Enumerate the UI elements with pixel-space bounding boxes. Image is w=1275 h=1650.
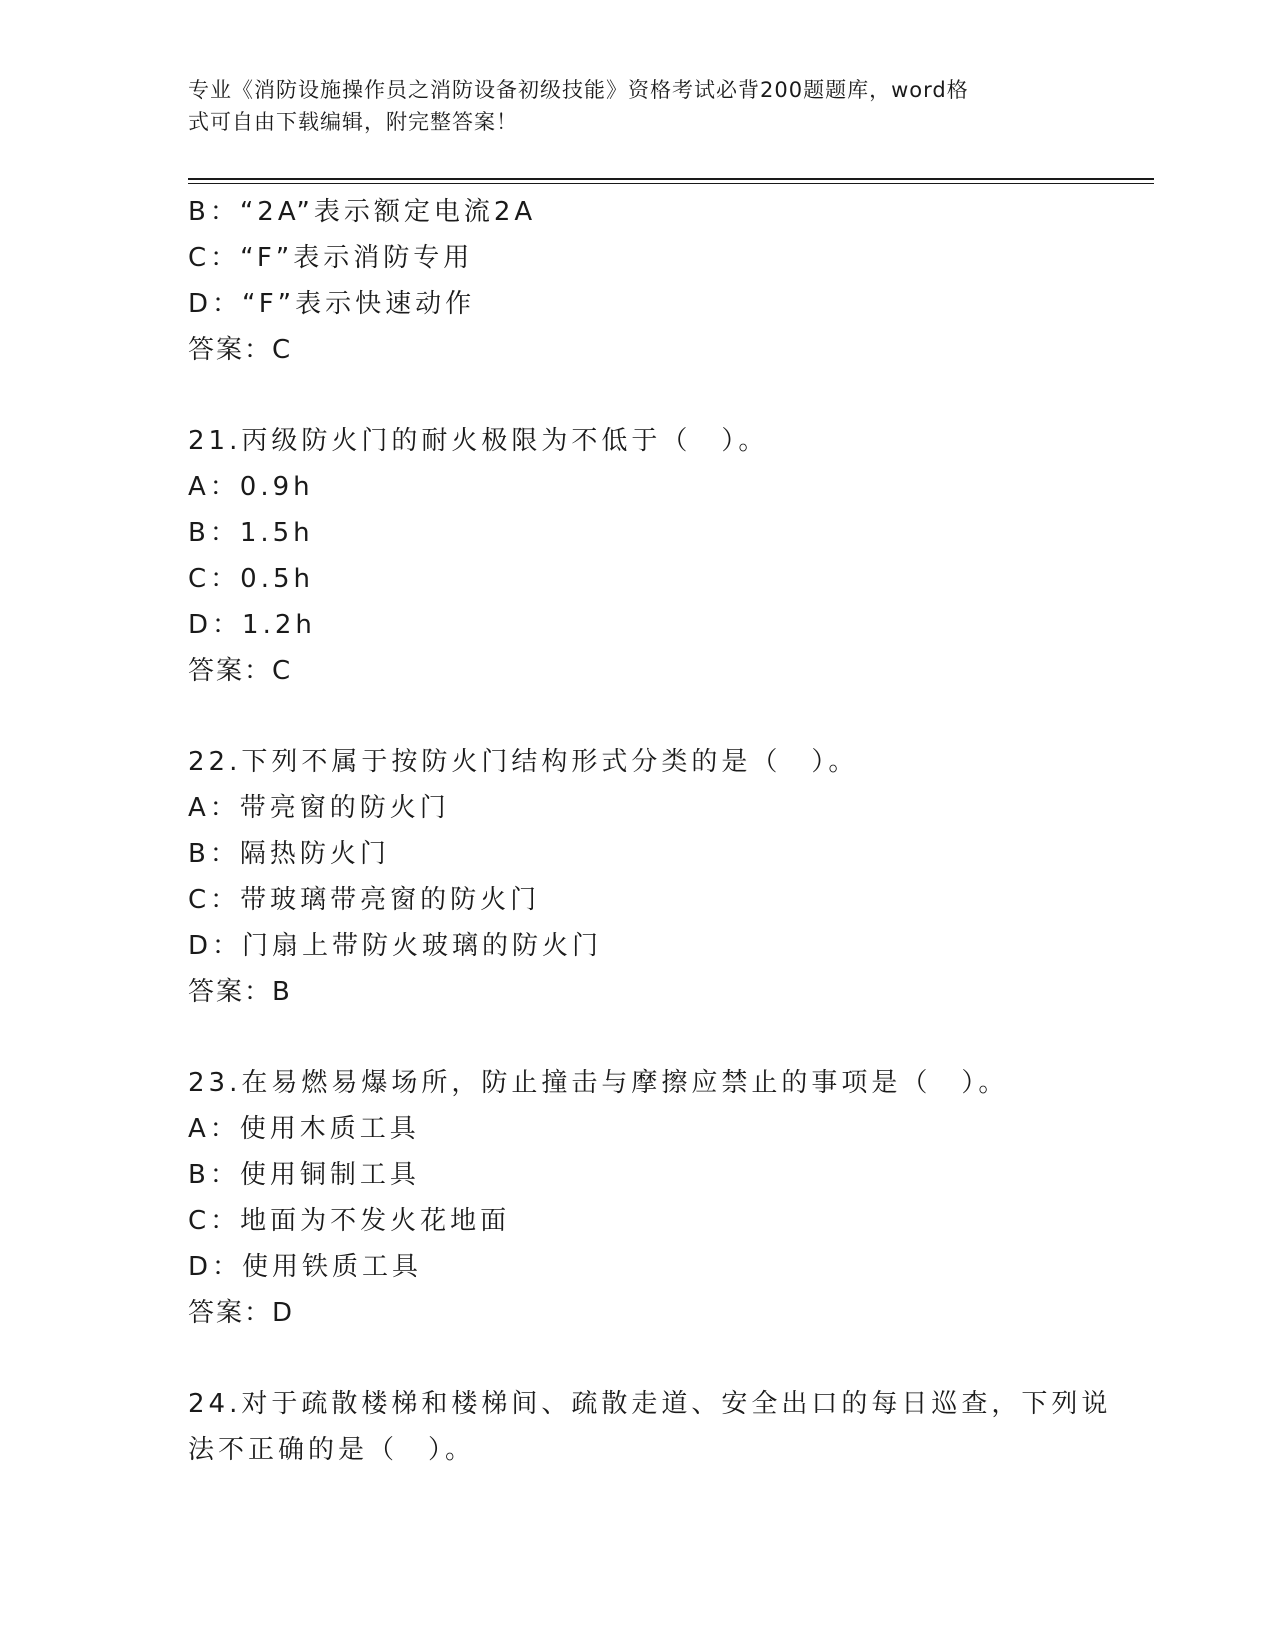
header-line-2: 式可自由下载编辑，附完整答案！: [188, 110, 518, 134]
question-stem: 21.丙级防火门的耐火极限为不低于（ ）。: [188, 426, 769, 456]
question-22: [188, 739, 1088, 1015]
header-divider-thick: [188, 178, 1154, 180]
option-b: B：使用铜制工具: [188, 1160, 420, 1190]
spacer: [188, 1015, 1088, 1060]
header-divider-thin: [188, 183, 1154, 184]
option-c: C：带玻璃带亮窗的防火门: [188, 885, 541, 915]
answer-line: 答案：C: [188, 656, 293, 686]
header-line-1: 专业《消防设施操作员之消防设备初级技能》资格考试必背200题题库，word格: [188, 78, 969, 102]
option-a: A：0.9h: [188, 472, 314, 502]
answer-line: 答案：D: [188, 1298, 295, 1328]
option-a: A：带亮窗的防火门: [188, 793, 450, 823]
question-stem-line-2: 法不正确的是（ ）。: [188, 1435, 476, 1465]
question-stem: 23.在易燃易爆场所，防止撞击与摩擦应禁止的事项是（ ）。: [188, 1068, 1009, 1098]
option-c: C：地面为不发火花地面: [188, 1206, 511, 1236]
option-a: A：使用木质工具: [188, 1114, 420, 1144]
spacer: [188, 694, 1088, 739]
option-d: D：门扇上带防火玻璃的防火门: [188, 931, 603, 961]
answer-line: 答案：B: [188, 977, 292, 1007]
question-stem: 22.下列不属于按防火门结构形式分类的是（ ）。: [188, 747, 859, 777]
question-24: [188, 1381, 1112, 1473]
option-d: D：1.2h: [188, 610, 316, 640]
question-21: [188, 418, 1088, 694]
question-list: [188, 189, 1112, 1473]
option-b: B：1.5h: [188, 518, 314, 548]
question-23: [188, 1060, 1088, 1336]
answer-line: 答案：C: [188, 335, 293, 365]
spacer: [188, 373, 1088, 418]
option-b: B：隔热防火门: [188, 839, 390, 869]
option-c: C：0.5h: [188, 564, 314, 594]
option-b: B：“2A”表示额定电流2A: [188, 197, 537, 227]
question-stem-line-1: 24.对于疏散楼梯和楼梯间、疏散走道、安全出口的每日巡查，下列说: [188, 1389, 1112, 1419]
option-d: D：使用铁质工具: [188, 1252, 423, 1282]
document-header: [188, 74, 1068, 138]
question-20-continuation: [188, 189, 1088, 373]
option-c: C：“F”表示消防专用: [188, 243, 474, 273]
option-d: D：“F”表示快速动作: [188, 289, 476, 319]
spacer: [188, 1336, 1088, 1381]
